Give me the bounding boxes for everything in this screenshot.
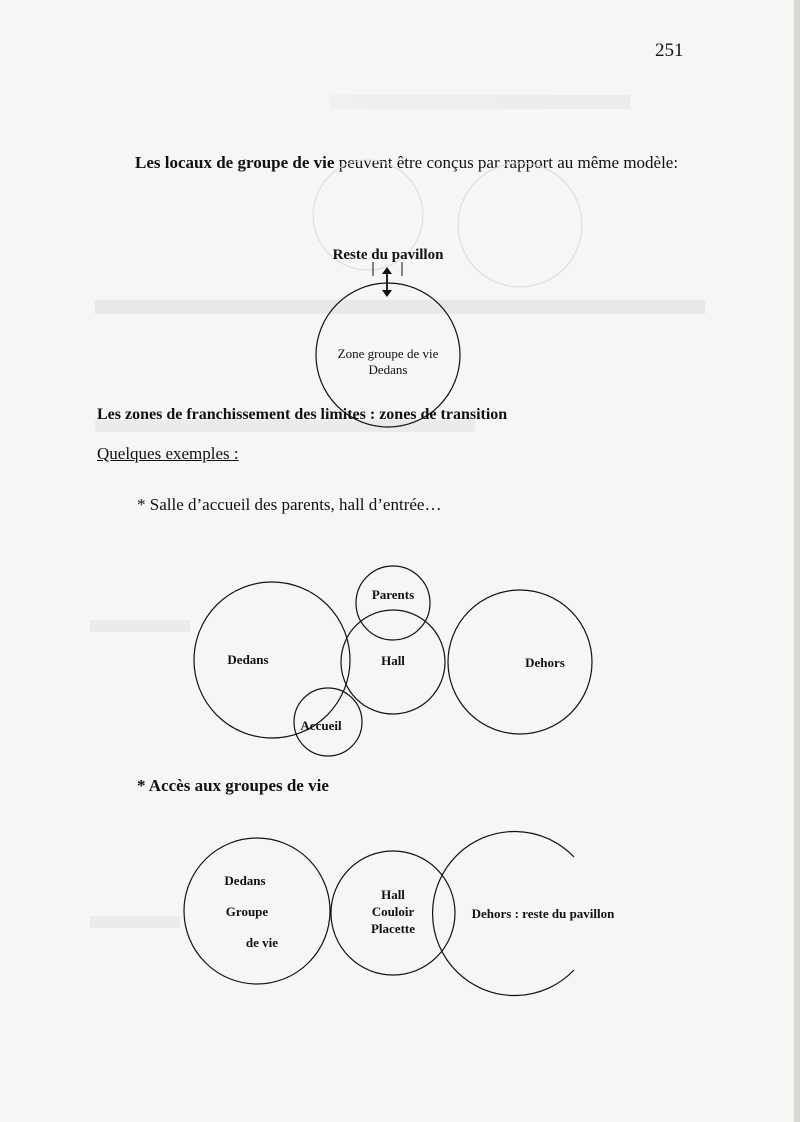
zone-groupe-label: Zone groupe de vie <box>337 346 439 361</box>
bullet-acces-groupes: * Accès aux groupes de vie <box>137 776 329 795</box>
diagram-3 <box>184 831 615 995</box>
arrow-down-icon <box>382 290 392 297</box>
page-number: 251 <box>655 40 684 61</box>
examples-label: Quelques exemples : <box>97 444 239 463</box>
diagram-2 <box>194 566 592 756</box>
hall-label: Hall <box>381 887 405 902</box>
couloir-label: Couloir <box>371 904 415 919</box>
diagram-1 <box>316 247 460 427</box>
accueil-label: Accueil <box>300 718 342 733</box>
dehors-label: Dehors <box>525 655 565 670</box>
intro-bold: Les locaux de groupe de vie <box>135 153 335 172</box>
placette-label: Placette <box>370 921 416 936</box>
intro-rest: peuvent être conçus par rapport au même modèle: <box>334 153 679 172</box>
dedans-label: Dedans <box>227 652 269 667</box>
ghost-circle <box>458 163 582 287</box>
parents-circle <box>356 566 430 640</box>
hall-label: Hall <box>381 653 405 668</box>
section-heading: Les zones de franchissement des limites : zones de transition <box>97 406 508 423</box>
de-vie-label: de vie <box>245 935 279 950</box>
parents-label: Parents <box>371 587 415 602</box>
dehors-reste-label: Dehors : reste du pavillon <box>471 906 615 921</box>
dedans-circle <box>194 582 350 738</box>
reste-du-pavillon-label: Reste du pavillon <box>332 247 444 263</box>
dehors-circle <box>448 590 592 734</box>
bullet-salle-accueil: * Salle d’accueil des parents, hall d’entrée… <box>137 495 442 514</box>
dedans-label: Dedans <box>224 873 266 888</box>
groupe-label: Groupe <box>225 904 269 919</box>
dedans-label: Dedans <box>368 362 408 377</box>
